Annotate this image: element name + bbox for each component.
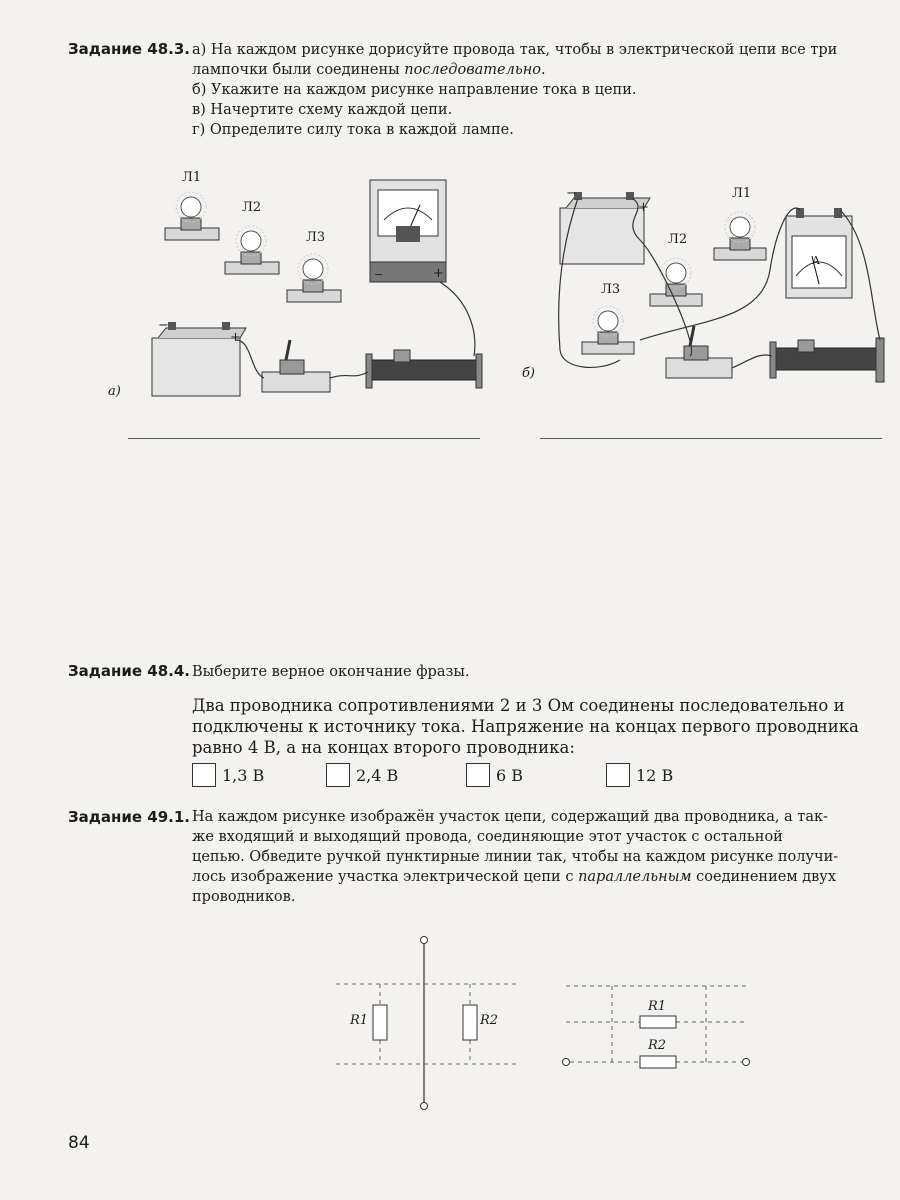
lamp-a-l3-label: Л3 bbox=[306, 230, 326, 245]
lamp-b-l3-label: Л3 bbox=[601, 282, 621, 297]
option-label: 6 В bbox=[496, 765, 524, 785]
task-48-3-line-d: г) Определите силу тока в каждой лампе. bbox=[192, 122, 514, 138]
task-49-1-line1: На каждом рисунке изображён участок цепи, содержащий два проводника, а так- bbox=[192, 809, 828, 825]
battery-a-minus: − bbox=[158, 318, 169, 333]
task-48-4-title: Задание 48.4. bbox=[68, 662, 190, 680]
figure-a-label: а) bbox=[108, 384, 121, 399]
figure-b-label: б) bbox=[522, 366, 536, 381]
page-number: 84 bbox=[68, 1133, 90, 1153]
lamp-b-l1-label: Л1 bbox=[732, 186, 752, 201]
option-label: 2,4 В bbox=[356, 765, 399, 785]
task-49-1-title: Задание 49.1. bbox=[68, 808, 190, 826]
meter-a-minus: − bbox=[374, 268, 384, 281]
task-48-3-line-a1: а) На каждом рисунке дорисуйте провода так, чтобы в электрической цепи все три bbox=[192, 42, 838, 58]
battery-a-plus: + bbox=[230, 330, 241, 345]
emphasis-sequential: последовательно bbox=[404, 62, 542, 78]
diagram1-r1-label: R1 bbox=[350, 1013, 369, 1028]
resistor-r1-symbol bbox=[640, 1016, 676, 1028]
task-48-4-line2: подключены к источнику тока. Напряжение на концах первого проводника bbox=[192, 717, 859, 736]
diagram2-r2-label: R2 bbox=[648, 1038, 667, 1053]
lamp-a-l2-label: Л2 bbox=[242, 200, 262, 215]
task-48-3-line-a2: лампочки были соединены последовательно. bbox=[192, 62, 546, 78]
ammeter-b-symbol: A bbox=[812, 254, 820, 267]
task-49-1-line4: лось изображение участка электрической цепи с параллельным соединением двух bbox=[192, 869, 837, 885]
lamp-a-l1-label: Л1 bbox=[182, 170, 202, 185]
option-label: 12 В bbox=[636, 765, 674, 785]
task-48-4-line1: Два проводника сопротивлениями 2 и 3 Ом соединены последовательно и bbox=[192, 696, 845, 715]
task-48-3-line-b: б) Укажите на каждом рисунке направление тока в цепи. bbox=[192, 82, 637, 98]
task-49-1-line2: же входящий и выходящий провода, соединяющие этот участок с остальной bbox=[192, 829, 783, 845]
lamp-b-l2-label: Л2 bbox=[668, 232, 688, 247]
task-48-3-title: Задание 48.3. bbox=[68, 40, 190, 58]
task-48-3-line-c: в) Начертите схему каждой цепи. bbox=[192, 102, 453, 118]
battery-b-plus: + bbox=[638, 200, 649, 215]
diagram1-r2-label: R2 bbox=[480, 1013, 499, 1028]
battery-b-minus: − bbox=[566, 186, 577, 201]
task-49-1-line3: цепью. Обведите ручкой пунктирные линии так, чтобы на каждом рисунке получи- bbox=[192, 849, 839, 865]
task-49-1-line5: проводников. bbox=[192, 889, 296, 905]
meter-a-plus: + bbox=[433, 266, 444, 281]
option-label: 1,3 В bbox=[222, 765, 265, 785]
diagram2-r1-label: R1 bbox=[648, 999, 667, 1014]
task-48-4-intro: Выберите верное окончание фразы. bbox=[192, 664, 470, 680]
resistor-r2-symbol bbox=[640, 1056, 676, 1068]
task-48-4-line3: равно 4 В, а на концах второго проводника: bbox=[192, 738, 575, 757]
emphasis-parallel: параллельным bbox=[578, 869, 692, 885]
